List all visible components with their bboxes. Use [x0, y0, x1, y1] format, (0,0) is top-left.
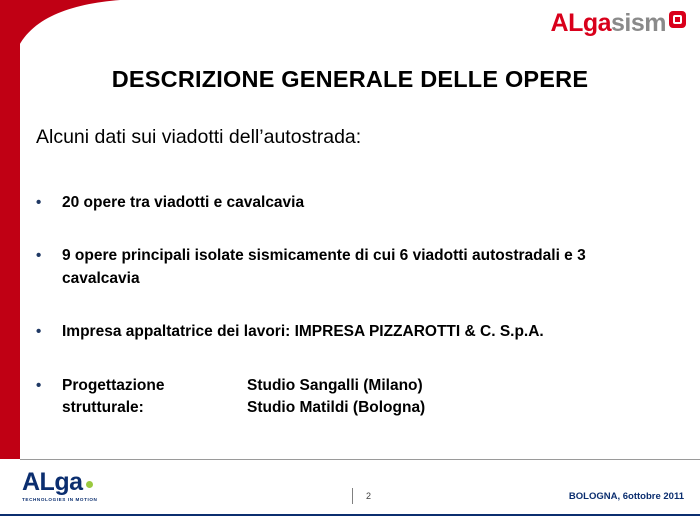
bullet-marker-icon: • — [36, 323, 42, 341]
footer-logo-text-wrap — [22, 470, 142, 495]
bullet-list — [36, 192, 666, 451]
footer-logo-text: ALga — [22, 468, 83, 496]
page-title: DESCRIZIONE GENERALE DELLE OPERE — [111, 66, 589, 92]
list-item-label: 20 opere tra viadotti e cavalcavia — [62, 194, 305, 211]
intro-text: Alcuni dati sui viadotti dell’autostrada: — [36, 126, 362, 148]
footer-divider-line — [20, 459, 700, 460]
header-logo-text — [550, 8, 666, 37]
header-logo-text-main: ALga — [550, 8, 612, 37]
bullet-marker-icon: • — [36, 194, 42, 211]
footer-location-date: BOLOGNA, 6ottobre 2011 — [568, 491, 684, 502]
list-item-value-line1: Studio Sangalli (Milano) — [247, 376, 423, 394]
list-item-label: Impresa appaltatrice dei lavori: IMPRESA PIZZAROTTI & C. S.p.A. — [62, 323, 544, 341]
bullet-marker-icon: • — [36, 247, 42, 265]
list-item-label: 9 opere principali isolate sismicamente di cui 6 viadotti autostradali e 3 cavalcavia — [62, 247, 586, 287]
bullet-marker-icon: • — [36, 376, 42, 394]
list-item-value — [247, 375, 666, 420]
green-dot-icon — [86, 481, 93, 488]
red-swoosh-decoration — [0, 0, 140, 52]
footer-logo — [22, 470, 142, 510]
list-item-columns — [62, 375, 666, 420]
footer-logo-subtitle: TECHNOLOGIES IN MOTION — [22, 497, 98, 502]
list-item — [36, 321, 666, 343]
header-logo — [551, 8, 686, 38]
footer-bottom-rule — [0, 514, 700, 516]
list-item — [36, 375, 666, 420]
header-logo-text-sub: sism — [611, 8, 666, 37]
list-item — [36, 245, 666, 290]
footer-separator — [352, 488, 353, 504]
page-number: 2 — [366, 491, 372, 501]
left-accent-band — [0, 0, 20, 459]
list-item — [36, 192, 666, 214]
list-item-label: Progettazione strutturale: — [62, 376, 165, 417]
list-item-value-line2: Studio Matildi (Bologna) — [247, 399, 426, 417]
badge-icon — [669, 11, 686, 28]
